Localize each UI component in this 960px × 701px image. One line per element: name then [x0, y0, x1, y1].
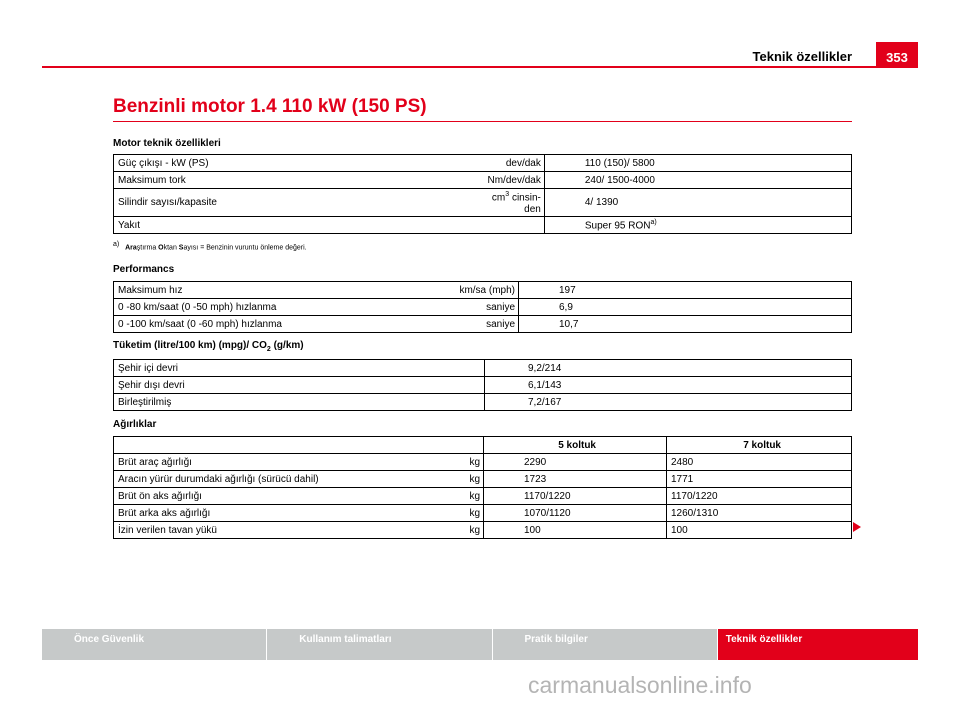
row-unit: saniye	[414, 316, 519, 333]
row-value-7: 1260/1310	[667, 505, 852, 522]
table-row	[114, 282, 852, 299]
table-row	[114, 522, 852, 539]
table-row	[114, 394, 852, 411]
row-value-5: 100	[484, 522, 667, 539]
engine-heading: Motor teknik özellikleri	[113, 138, 221, 149]
row-unit	[484, 217, 545, 234]
weights-table	[113, 436, 852, 539]
row-label: Aracın yürür durumdaki ağırlığı (sürücü dahil)	[114, 471, 459, 488]
row-unit: Nm/dev/dak	[484, 172, 545, 189]
row-value-5: 1070/1120	[484, 505, 667, 522]
row-value: Super 95 RON$^{a)}$	[544, 217, 851, 234]
header-rule	[42, 66, 876, 68]
row-label: Yakıt	[114, 217, 484, 234]
header-section-title: Teknik özellikler	[752, 49, 852, 64]
continue-arrow-icon[interactable]	[853, 522, 861, 532]
row-value: 240/ 1500-4000	[544, 172, 851, 189]
row-value: 6,1/143	[485, 377, 852, 394]
table-row	[114, 454, 852, 471]
title-rule	[113, 121, 852, 122]
consumption-heading: Tüketim (litre/100 km) (mpg)/ $CO_2$ (g/km)	[113, 340, 304, 353]
watermark: carmanualsonline.info	[528, 672, 752, 698]
table-row	[114, 316, 852, 333]
col-5-seats: 5 koltuk	[484, 437, 667, 454]
row-unit: kg	[459, 471, 484, 488]
table-row	[114, 471, 852, 488]
table-header-row	[114, 437, 852, 454]
row-label: Güç çıkışı - kW (PS)	[114, 155, 484, 172]
row-label: Birleştirilmiş	[114, 394, 485, 411]
row-value-7: 1170/1220	[667, 488, 852, 505]
table-row	[114, 360, 852, 377]
row-unit: $cm^3$ cinsin- den	[484, 189, 545, 217]
row-value: 197	[519, 282, 852, 299]
footer-tab-safety[interactable]: Önce Güvenlik	[42, 629, 266, 660]
table-row	[114, 189, 852, 217]
row-value: 9,2/214	[485, 360, 852, 377]
engine-table	[113, 154, 852, 234]
row-value: 110 (150)/ 5800	[544, 155, 851, 172]
row-label: 0 -80 km/saat (0 -50 mph) hızlanma	[114, 299, 414, 316]
row-label: Brüt ön aks ağırlığı	[114, 488, 459, 505]
footer-nav	[42, 629, 918, 660]
row-value: 7,2/167	[485, 394, 852, 411]
row-value: 10,7	[519, 316, 852, 333]
row-label: 0 -100 km/saat (0 -60 mph) hızlanma	[114, 316, 414, 333]
footer-tab-technical[interactable]: Teknik özellikler	[718, 629, 918, 660]
row-label: Brüt arka aks ağırlığı	[114, 505, 459, 522]
consumption-table	[113, 359, 852, 411]
row-value: 6,9	[519, 299, 852, 316]
table-row	[114, 505, 852, 522]
row-unit: kg	[459, 522, 484, 539]
row-value-7: 1771	[667, 471, 852, 488]
row-value: 4/ 1390	[544, 189, 851, 217]
col-7-seats: 7 koltuk	[667, 437, 852, 454]
row-unit: km/sa (mph)	[414, 282, 519, 299]
performance-table	[113, 281, 852, 333]
page-number: 353	[876, 42, 918, 68]
row-value-5: 2290	[484, 454, 667, 471]
footnote-ref: a)	[650, 219, 657, 227]
row-value-5: 1723	[484, 471, 667, 488]
row-label: Maksimum tork	[114, 172, 484, 189]
row-label: Maksimum hız	[114, 282, 414, 299]
row-value-5: 1170/1220	[484, 488, 667, 505]
table-row	[114, 155, 852, 172]
row-unit: saniye	[414, 299, 519, 316]
row-unit: kg	[459, 488, 484, 505]
footer-tab-operation[interactable]: Kullanım talimatları	[267, 629, 491, 660]
table-row	[114, 172, 852, 189]
table-row	[114, 217, 852, 234]
row-value-7: 100	[667, 522, 852, 539]
row-label: Şehir içi devri	[114, 360, 485, 377]
row-value-7: 2480	[667, 454, 852, 471]
row-unit: dev/dak	[484, 155, 545, 172]
footnote: $^{a)}$ Araştırma Oktan Sayısı = Benzinin vuruntu önleme değeri.	[113, 241, 307, 252]
table-row	[114, 377, 852, 394]
table-row	[114, 488, 852, 505]
footer-tab-practical[interactable]: Pratik bilgiler	[493, 629, 717, 660]
row-label: İzin verilen tavan yükü	[114, 522, 459, 539]
page-title: Benzinli motor 1.4 110 kW (150 PS)	[113, 96, 427, 117]
performance-heading: Performancs	[113, 264, 175, 275]
row-label: Brüt araç ağırlığı	[114, 454, 459, 471]
table-row	[114, 299, 852, 316]
row-unit: kg	[459, 454, 484, 471]
weights-heading: Ağırlıklar	[113, 419, 157, 430]
row-label: Şehir dışı devri	[114, 377, 485, 394]
row-label: Silindir sayısı/kapasite	[114, 189, 484, 217]
row-unit: kg	[459, 505, 484, 522]
